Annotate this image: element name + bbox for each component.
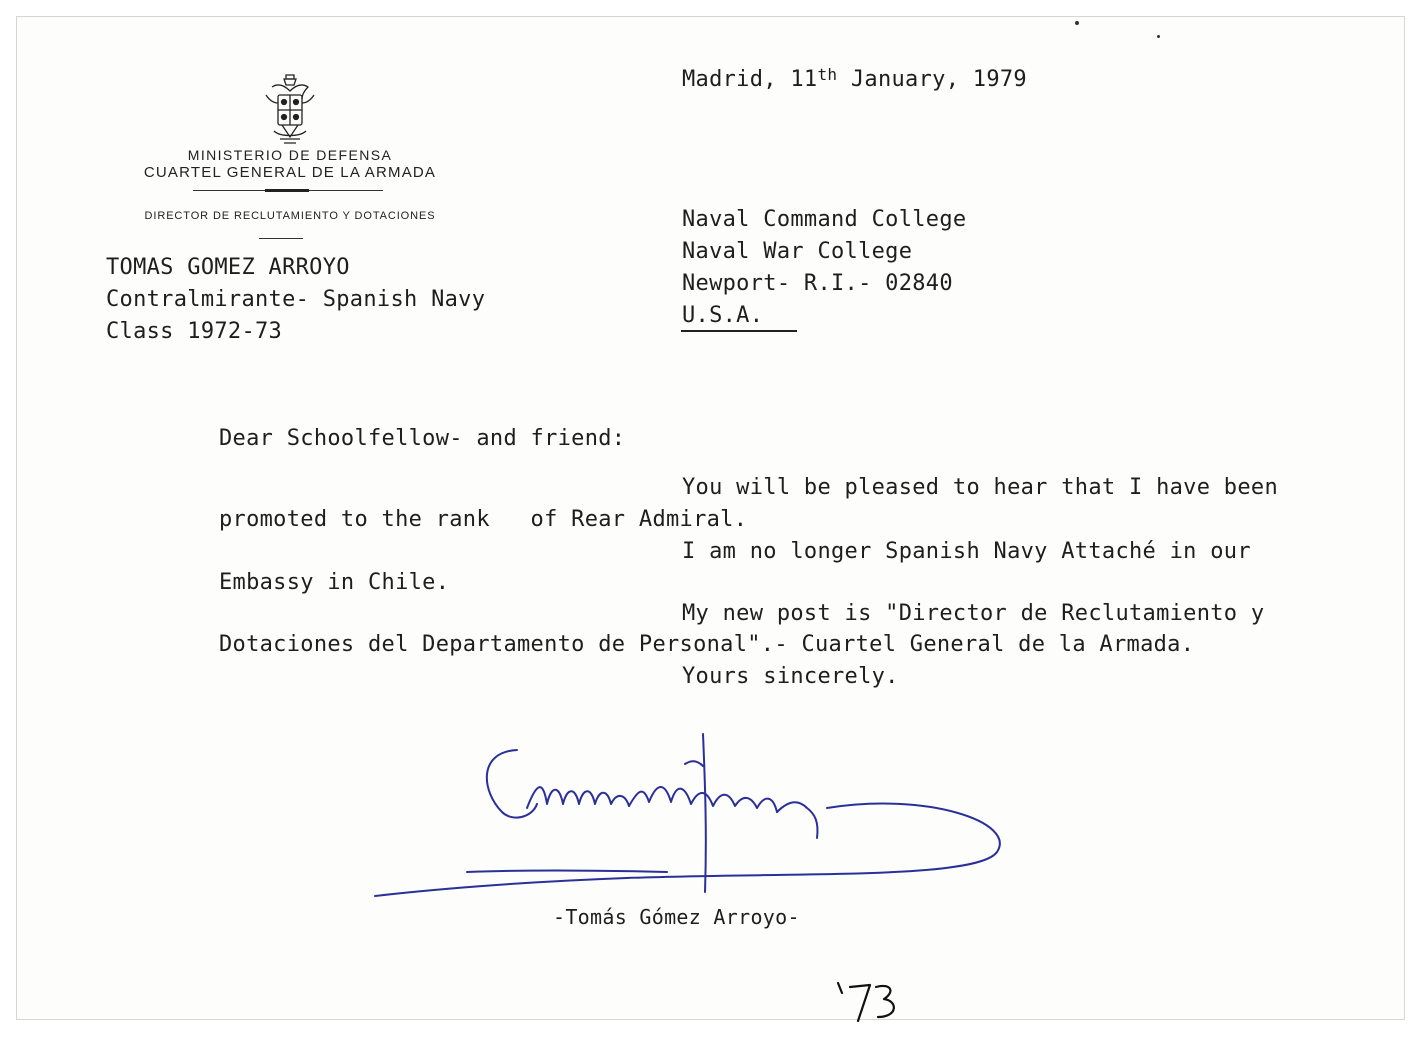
dateline-place-day: Madrid, 11 [682,67,818,92]
letterhead-short-rule [259,238,303,239]
paragraph-3-line-1: My new post is "Director de Reclutamiento y [682,601,1265,626]
recipient-country-underline [681,330,797,332]
handwritten-signature [367,722,1017,912]
recipient-line-2: Naval War College [682,239,913,264]
coat-of-arms-icon [262,73,318,149]
dateline [682,67,1027,92]
letterhead-department: DIRECTOR DE RECLUTAMIENTO Y DOTACIONES [144,210,436,222]
handwritten-year-note [832,977,912,1037]
recipient-line-3: Newport- R.I.- 02840 [682,271,953,296]
recipient-line-1: Naval Command College [682,207,967,232]
paragraph-1-line-2: promoted to the rank of Rear Admiral. [219,507,748,532]
dateline-month-year: January, 1979 [837,67,1027,92]
paragraph-2-line-1: I am no longer Spanish Navy Attaché in our [682,539,1251,564]
sender-class: Class 1972-73 [106,319,283,344]
paragraph-1-line-1: You will be pleased to hear that I have been [682,475,1278,500]
paragraph-2-line-2: Embassy in Chile. [219,570,450,595]
letterhead-divider-mark [265,189,309,192]
letter-page [16,16,1405,1020]
sender-rank: Contralmirante- Spanish Navy [106,287,486,312]
paragraph-3-line-2: Dotaciones del Departamento de Personal".- Cuartel General de la Armada. [219,632,1195,657]
paper-speck [1075,21,1079,25]
dateline-ordinal: th [817,65,838,84]
closing: Yours sincerely. [682,664,899,689]
letterhead-headquarters: CUARTEL GENERAL DE LA ARMADA [143,164,437,181]
typed-signature-name: -Tomás Gómez Arroyo- [553,905,800,929]
recipient-line-4: U.S.A. [682,303,764,328]
letterhead-ministry: MINISTERIO DE DEFENSA [187,147,393,163]
sender-name: TOMAS GOMEZ ARROYO [106,255,350,280]
salutation: Dear Schoolfellow- and friend: [219,426,626,451]
paper-speck [1157,35,1160,38]
